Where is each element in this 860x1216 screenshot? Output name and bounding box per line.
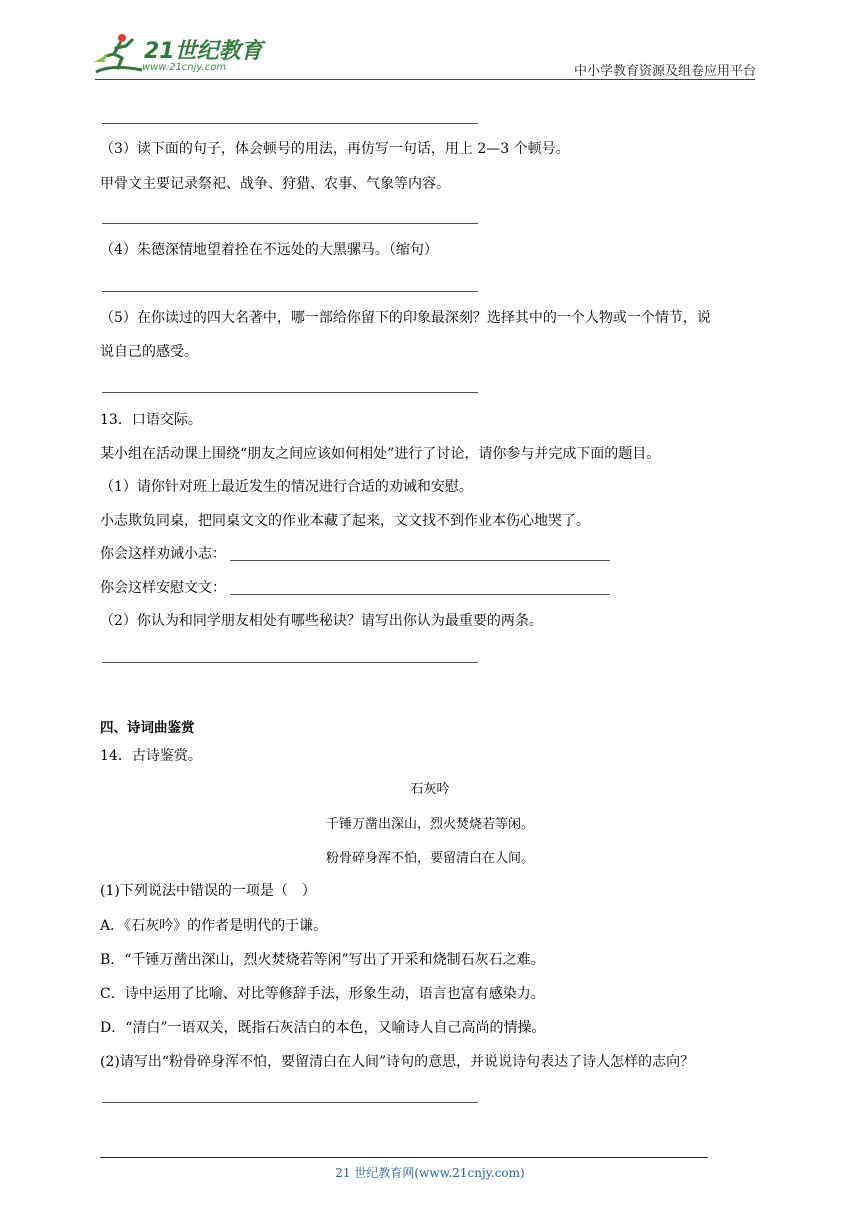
question-12-3: （3）读下面的句子，体会顿号的用法，再仿写一句话，用上 2—3 个顿号。	[100, 141, 570, 157]
question-12-5-line1: （5）在你读过的四大名著中，哪一部给你留下的印象最深刻？选择其中的一个人物或一个情节，说	[100, 310, 711, 326]
answer-line[interactable]	[102, 1102, 478, 1103]
question-12-4: （4）朱德深情地望着拴在不远处的大黑骡马。（缩句）	[100, 242, 438, 258]
poem-title: 石灰吟	[410, 782, 450, 797]
footer-divider	[100, 1157, 708, 1158]
poem-line-1: 千锤万凿出深山，烈火焚烧若等闲。	[325, 817, 534, 832]
advise-row	[100, 544, 610, 564]
question-14-2: (2)请写出“粉骨碎身浑不怕，要留清白在人间”诗句的意思，并说说诗句表达了诗人怎样的志向？	[100, 1054, 695, 1070]
question-14-title: 14．古诗鉴赏。	[100, 748, 202, 764]
site-logo[interactable]	[92, 32, 262, 78]
comfort-label: 你会这样安慰文文：	[100, 580, 226, 596]
question-12-3-sentence: 甲骨文主要记录祭祀、战争、狩猎、农事、气象等内容。	[100, 176, 450, 192]
header-divider	[95, 79, 755, 80]
section-title: 四、诗词曲鉴赏	[100, 720, 195, 736]
question-13-2: （2）你认为和同学朋友相处有哪些秘诀？请写出你认为最重要的两条。	[100, 613, 543, 629]
logo-url: www.21cnjy.com	[142, 62, 227, 73]
answer-line[interactable]	[102, 123, 478, 124]
question-12-5-line2: 说自己的感受。	[100, 344, 198, 360]
option-d[interactable]: D．“清白”一语双关，既指石灰洁白的本色，又喻诗人自己高尚的情操。	[100, 1020, 546, 1036]
question-13-1: （1）请你针对班上最近发生的情况进行合适的劝诫和安慰。	[100, 479, 473, 495]
answer-line[interactable]	[102, 223, 478, 224]
advise-answer-line[interactable]	[230, 560, 610, 561]
option-c[interactable]: C．诗中运用了比喻、对比等修辞手法，形象生动，语言也富有感染力。	[100, 986, 545, 1002]
comfort-row	[100, 578, 610, 598]
question-13-intro: 某小组在活动课上围绕“朋友之间应该如何相处”进行了讨论，请你参与并完成下面的题目。	[100, 446, 661, 462]
answer-line[interactable]	[102, 392, 478, 393]
logo-text: 21世纪教育	[144, 39, 263, 64]
option-b[interactable]: B．“千锤万凿出深山，烈火焚烧若等闲”写出了开采和烧制石灰石之难。	[100, 952, 545, 968]
question-14-1: (1)下列说法中错误的一项是（ ）	[100, 883, 316, 899]
answer-line[interactable]	[102, 662, 478, 663]
platform-name: 中小学教育资源及组卷应用平台	[573, 64, 756, 79]
question-13-title: 13．口语交际。	[100, 412, 202, 428]
answer-line[interactable]	[102, 291, 478, 292]
footer-link[interactable]: 21 世纪教育网(www.21cnjy.com)	[335, 1166, 525, 1180]
poem-line-2: 粉骨碎身浑不怕，要留清白在人间。	[325, 851, 534, 866]
page-header	[0, 0, 860, 82]
advise-label: 你会这样劝诫小志：	[100, 546, 226, 562]
question-13-situation: 小志欺负同桌，把同桌文文的作业本藏了起来，文文找不到作业本伤心地哭了。	[100, 513, 590, 529]
option-a[interactable]: A．《石灰吟》的作者是明代的于谦。	[100, 918, 328, 934]
runner-logo-icon	[92, 32, 148, 78]
comfort-answer-line[interactable]	[230, 594, 610, 595]
